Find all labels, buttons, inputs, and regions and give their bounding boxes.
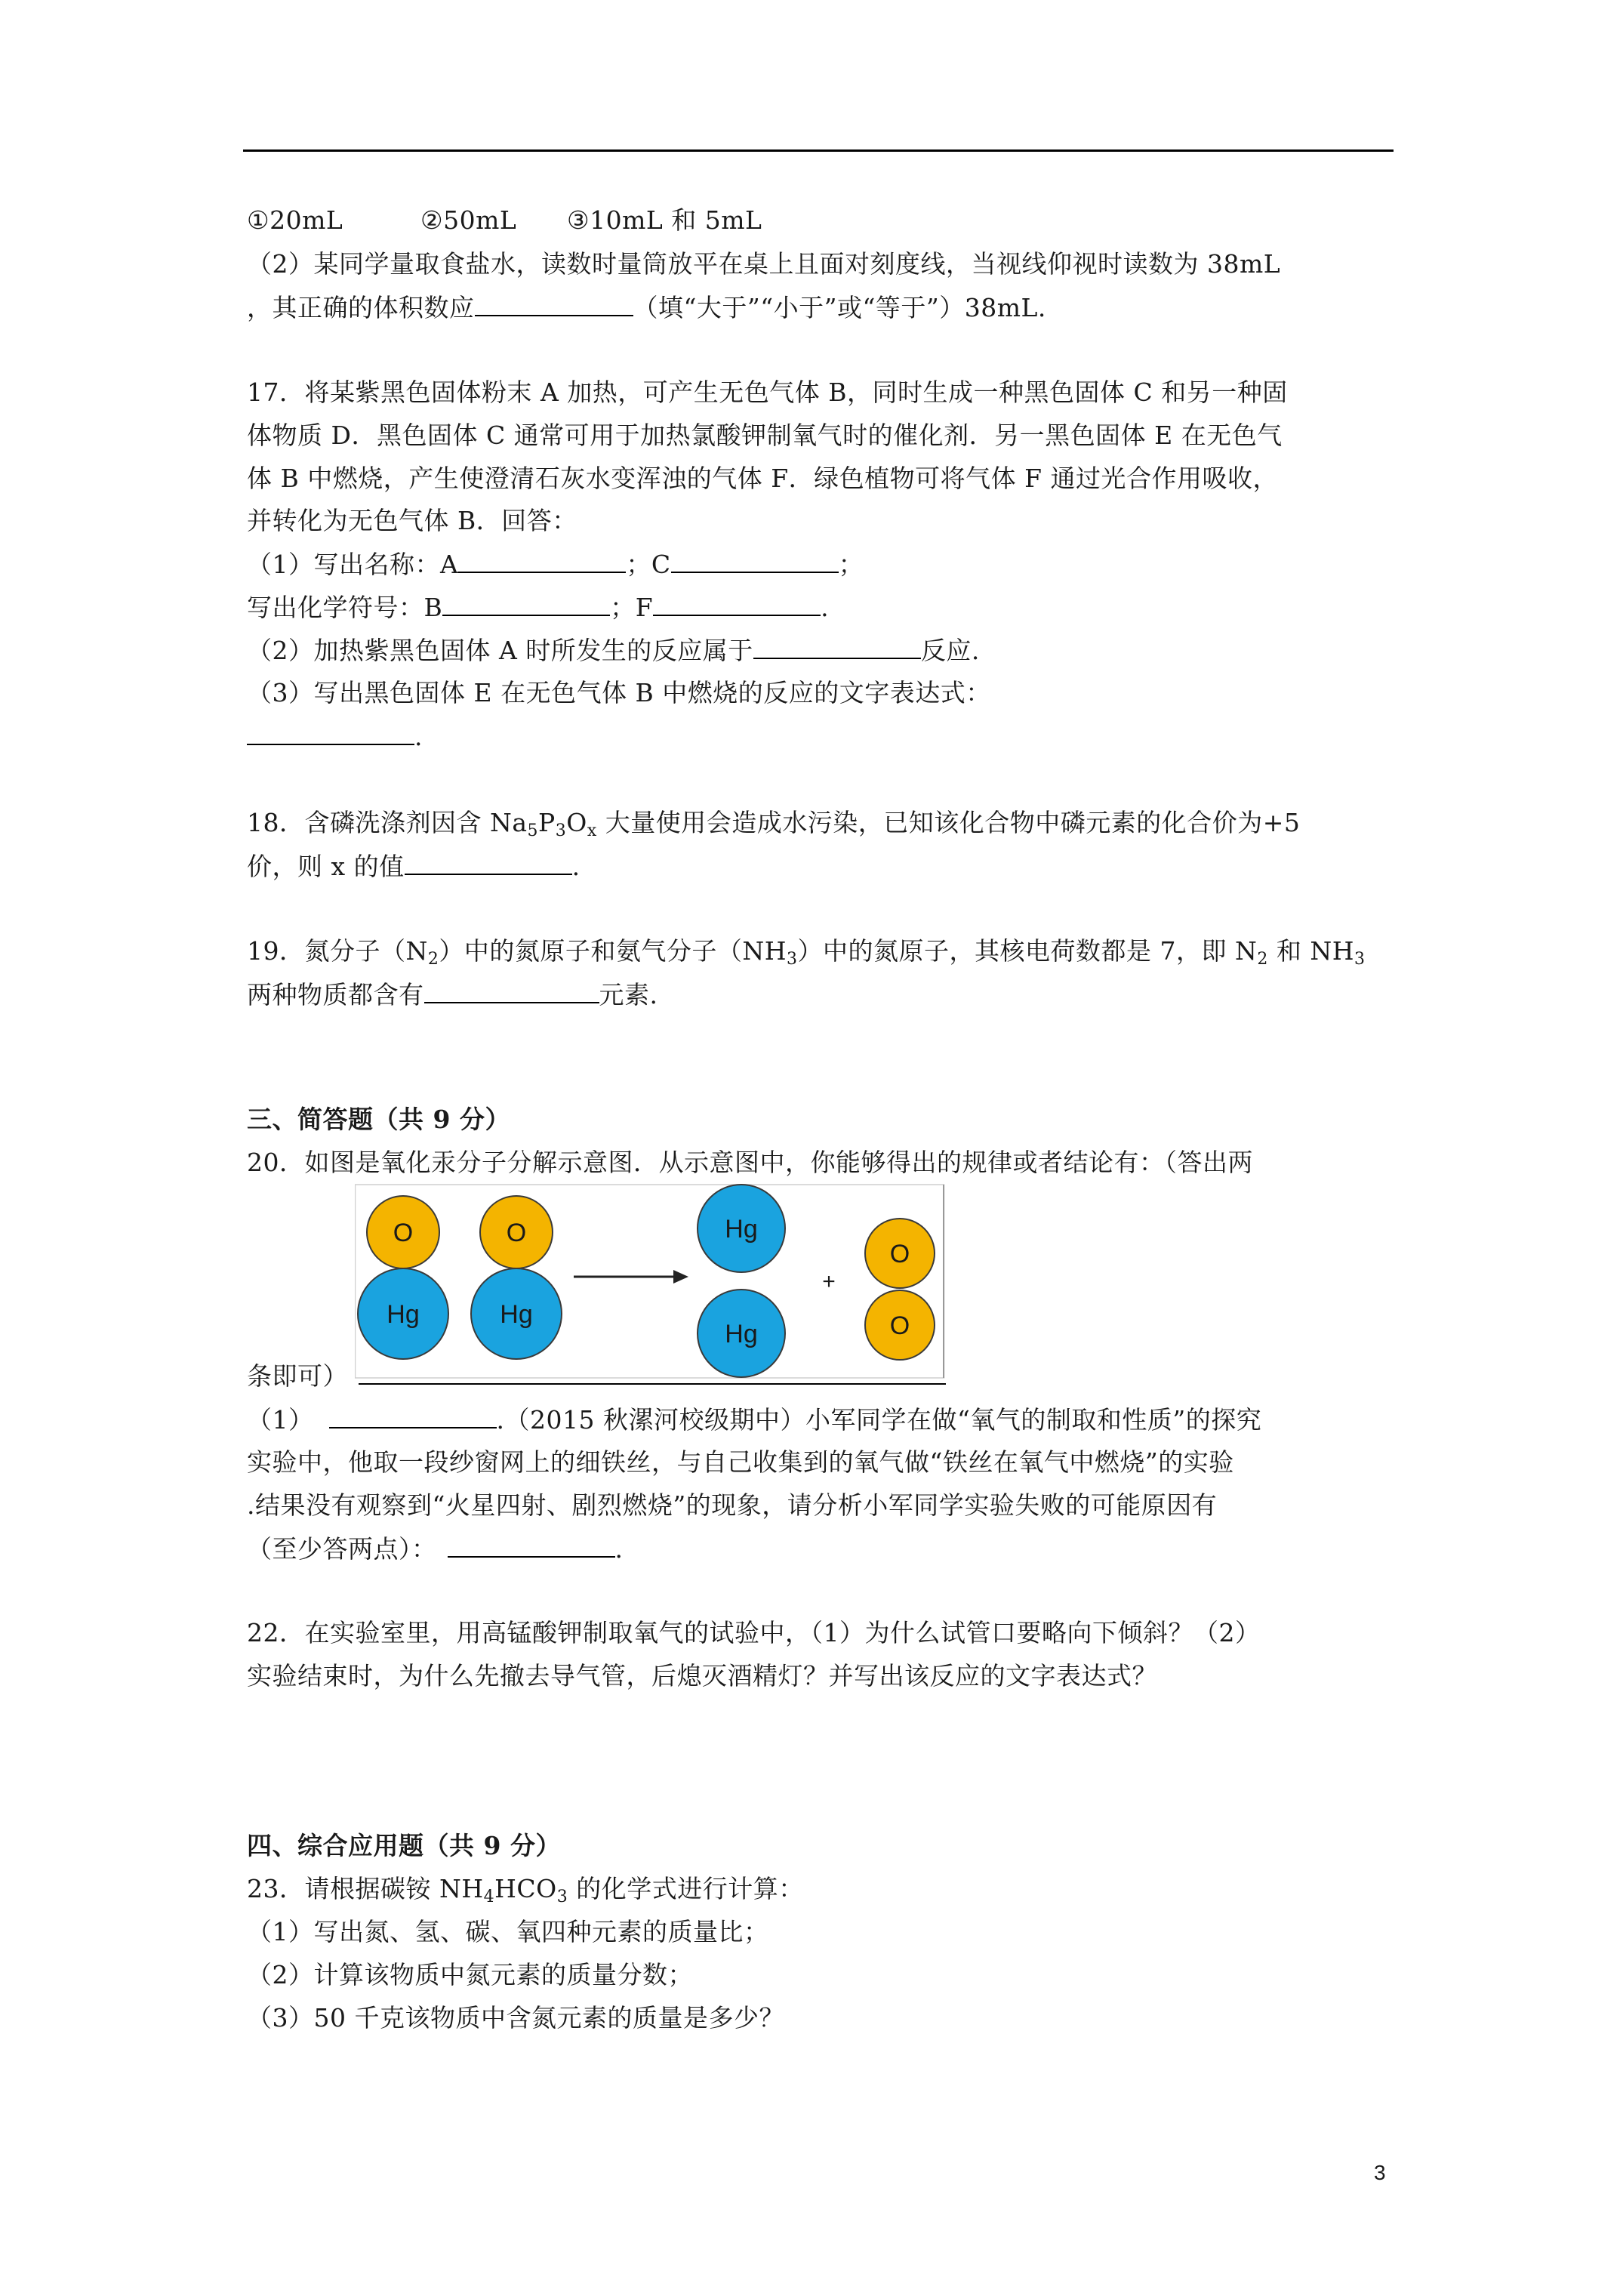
q23-sub-2: 3: [556, 1888, 568, 1906]
q19-sub-4: 3: [1354, 950, 1366, 969]
q16-option-3: ③10mL 和 5mL: [567, 205, 762, 235]
q20-line2: [247, 1361, 348, 1391]
q20-line2-text: 条即可）: [247, 1361, 348, 1391]
q19-sub-3: 2: [1257, 950, 1268, 969]
oxygen-label: O: [889, 1240, 910, 1268]
q19-sub-1: 2: [427, 950, 439, 969]
header-rule: [243, 149, 1394, 152]
q23-part3: （3）50 千克该物质中含氮元素的质量是多少？: [247, 2003, 784, 2032]
diagram-svg: [355, 1182, 947, 1382]
q18-sub-p: 3: [555, 821, 567, 840]
q16-part2-line2: [247, 292, 1046, 323]
q22-line1: 22．在实验室里，用高锰酸钾制取氧气的试验中，（1）为什么试管口要略向下倾斜？（2）: [247, 1618, 1261, 1647]
q18-line1: [247, 808, 1300, 838]
q18-answer-blank[interactable]: [405, 851, 572, 875]
q23-text-a: 23．请根据碳铵 NH: [247, 1874, 484, 1903]
q17-part1-text-a: （1）写出名称：A: [247, 550, 459, 579]
q20-answer-underline[interactable]: [359, 1383, 946, 1385]
q17-blank-equation[interactable]: [247, 721, 414, 745]
oxygen-label: O: [506, 1219, 527, 1247]
q17-part1-text-c: ；: [838, 550, 864, 579]
q17-part3-answer: [247, 721, 423, 752]
q17-symbol-text-c: .: [821, 593, 830, 622]
q17-part1-text-b: ；C: [626, 550, 671, 579]
q19-text-d: 和 NH: [1267, 936, 1355, 966]
q17-part1-symbols: [247, 592, 829, 623]
q18-text-a: 18．含磷洗涤剂因含 Na: [247, 808, 528, 837]
q18-text-l2a: 价，则 x 的值: [247, 852, 405, 881]
q17-symbol-text-a: 写出化学符号：B: [247, 593, 443, 622]
q17-blank-c[interactable]: [671, 549, 839, 573]
q17-line2: 体物质 D．黑色固体 C 通常可用于加热氯酸钾制氧气时的催化剂．另一黑色固体 E 在无色气: [247, 421, 1283, 450]
q17-part3: （3）写出黑色固体 E 在无色气体 B 中燃烧的反应的文字表达式：: [247, 678, 991, 707]
q16-options: [247, 205, 762, 236]
q21-text-a: （至少答两点）：: [247, 1534, 437, 1564]
q19-sub-2: 3: [787, 950, 798, 969]
q23-text-b: HCO: [494, 1874, 557, 1903]
q23-part1: （1）写出氮、氢、碳、氧四种元素的质量比；: [247, 1917, 769, 1946]
q19-text-c: ）中的氮原子，其核电荷数都是 7，即 N: [797, 936, 1258, 966]
q21-answer-blank[interactable]: [448, 1533, 615, 1558]
q21-line1: 实验中，他取一段纱窗网上的细铁丝，与自己收集到的氧气做“铁丝在氧气中燃烧”的实验: [247, 1447, 1234, 1477]
q20-line1: 20．如图是氧化汞分子分解示意图．从示意图中，你能够得出的规律或者结论有：（答出两: [247, 1148, 1253, 1177]
q23-text-c: 的化学式进行计算：: [568, 1874, 804, 1903]
q16-option-2: ②50mL: [420, 205, 517, 235]
q17-part2: [247, 635, 980, 666]
q16-answer-blank[interactable]: [475, 292, 633, 316]
q17-blank-a[interactable]: [458, 549, 626, 573]
q21-line2: .结果没有观察到“火星四射、剧烈燃烧”的现象，请分析小军同学实验失败的可能原因有: [247, 1490, 1218, 1520]
q17-blank-b[interactable]: [442, 592, 610, 616]
mercury-label: Hg: [725, 1215, 758, 1244]
q17-part3-end: .: [414, 722, 423, 751]
q18-text-l2b: .: [571, 852, 581, 881]
q17-part2-text-a: （2）加热紫黑色固体 A 时所发生的反应属于: [247, 636, 753, 665]
q17-line3: 体 B 中燃烧，产生使澄清石灰水变浑浊的气体 F．绿色植物可将气体 F 通过光合作用吸收，: [247, 464, 1278, 493]
q18-text-d: 大量使用会造成水污染，已知该化合物中磷元素的化合价为+5: [596, 808, 1301, 837]
q23-sub-1: 4: [483, 1888, 495, 1906]
q21-text-b: .: [614, 1534, 624, 1564]
q18-text-o: O: [566, 808, 587, 837]
section4-heading: 四、综合应用题（共 9 分）: [247, 1831, 561, 1860]
q19-text-l2b: 元素.: [599, 980, 658, 1009]
oxygen-label: O: [393, 1219, 414, 1247]
q20-line3-text-a: （1）: [247, 1405, 314, 1435]
diagram-frame: [356, 1185, 944, 1378]
mercury-oxide-decomposition-diagram: [355, 1182, 947, 1382]
q21-line3: [247, 1533, 624, 1564]
plus-sign: +: [822, 1269, 836, 1294]
mercury-label: Hg: [387, 1300, 420, 1329]
q17-symbol-text-b: ；F: [610, 593, 654, 622]
q18-text-p: P: [538, 808, 556, 837]
q19-line2: [247, 979, 658, 1010]
q18-line2: [247, 851, 581, 882]
reaction-arrow-head: [673, 1270, 688, 1284]
q17-blank-reaction-type[interactable]: [753, 635, 921, 659]
q18-sub-o: x: [587, 821, 597, 840]
q19-line1: [247, 936, 1366, 969]
q17-part1-names: [247, 549, 864, 580]
q19-text-a: 19．氮分子（N: [247, 936, 428, 966]
q23-part2: （2）计算该物质中氮元素的质量分数；: [247, 1960, 693, 1989]
q16-part2-text-a: ，其正确的体积数应: [247, 293, 475, 322]
page-number: 3: [1374, 2161, 1386, 2184]
q17-line1: 17．将某紫黑色固体粉末 A 加热，可产生无色气体 B，同时生成一种黑色固体 C 和另一种固: [247, 378, 1288, 407]
q19-text-l2a: 两种物质都含有: [247, 980, 424, 1009]
q16-part2-line1: （2）某同学量取食盐水，读数时量筒放平在桌上且面对刻度线，当视线仰视时读数为 38mL: [247, 249, 1281, 279]
q16-part2-text-b: （填“大于”“小于”或“等于”）38mL.: [633, 293, 1046, 322]
q23-line1: [247, 1874, 804, 1904]
q20-blank-1[interactable]: [329, 1404, 497, 1428]
q20-line3-text-b: .（2015 秋漯河校级期中）小军同学在做“氧气的制取和性质”的探究: [496, 1405, 1262, 1435]
q18-sub-na: 5: [527, 821, 539, 840]
oxygen-label: O: [889, 1311, 910, 1340]
mercury-label: Hg: [500, 1300, 533, 1329]
q17-line4: 并转化为无色气体 B．回答：: [247, 506, 577, 535]
q17-blank-f[interactable]: [653, 592, 821, 616]
q22-line2: 实验结束时，为什么先撤去导气管，后熄灭酒精灯？并写出该反应的文字表达式？: [247, 1661, 1157, 1690]
q17-part2-text-b: 反应.: [920, 636, 980, 665]
q20-line3: [247, 1404, 1261, 1435]
q19-answer-blank[interactable]: [424, 979, 599, 1003]
q19-text-b: ）中的氮原子和氨气分子（NH: [439, 936, 787, 966]
section3-heading: 三、简答题（共 9 分）: [247, 1105, 510, 1134]
q16-option-1: ①20mL: [247, 205, 343, 235]
mercury-label: Hg: [725, 1320, 758, 1348]
